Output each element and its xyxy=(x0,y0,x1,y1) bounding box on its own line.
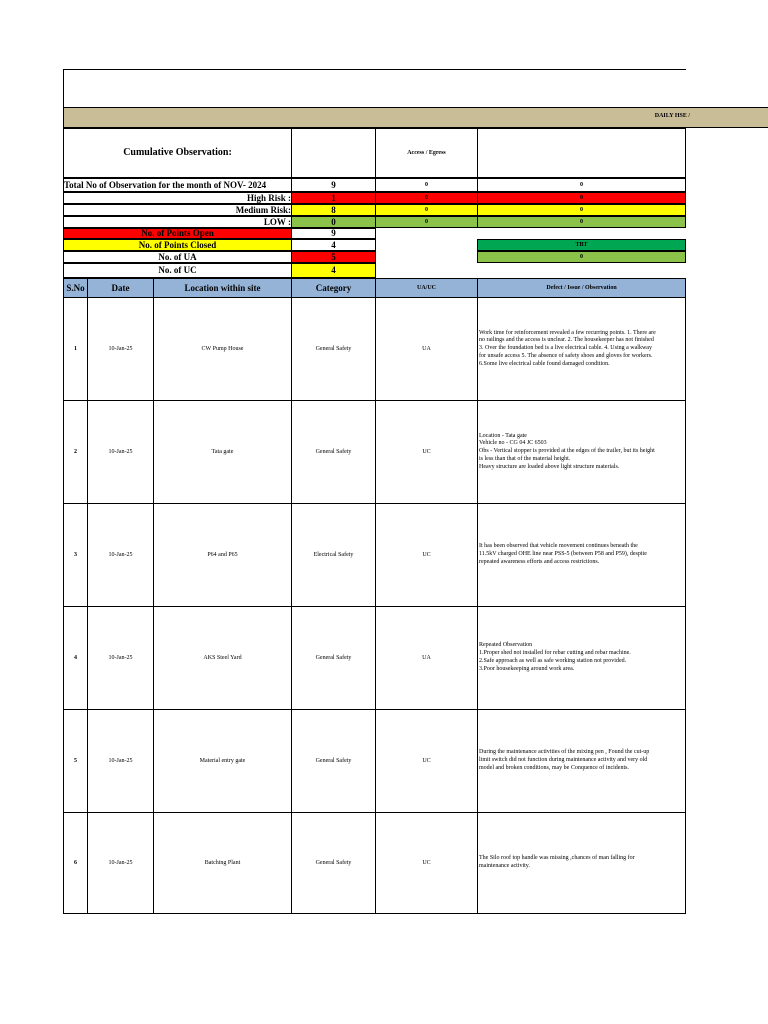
total-value: 9 xyxy=(291,178,376,192)
low-risk-value: 0 xyxy=(291,216,376,228)
table-row-date: 10-Jan-25 xyxy=(87,400,154,504)
high-risk-extra: 0 xyxy=(477,192,686,204)
table-row-category: General Safety xyxy=(291,400,376,504)
table-row-type: UC xyxy=(375,503,478,607)
medium-risk-access: 0 xyxy=(375,204,478,216)
table-row-date: 10-Jan-25 xyxy=(87,503,154,607)
title-box xyxy=(63,69,686,107)
table-row-sno: 1 xyxy=(63,297,88,401)
table-row-observation: It has been observed that vehicle movement continues beneath the 11.5kV charged OHE line near PSS-5 (between P58 and P59), despite repeated awareness efforts and access restrictions. xyxy=(477,503,686,607)
table-row-date: 10-Jan-25 xyxy=(87,812,154,914)
high-risk-label: High Risk : xyxy=(63,192,292,204)
table-row-sno: 6 xyxy=(63,812,88,914)
points-open-label: No. of Points Open xyxy=(63,228,292,239)
table-row-type: UA xyxy=(375,606,478,710)
access-egress-header: Access / Egress xyxy=(375,128,478,178)
header-location: Location within site xyxy=(153,278,292,298)
table-row-date: 10-Jan-25 xyxy=(87,606,154,710)
total-extra: 0 xyxy=(477,178,686,192)
table-row-type: UC xyxy=(375,812,478,914)
table-row-type: UC xyxy=(375,400,478,504)
points-closed-label: No. of Points Closed xyxy=(63,239,292,251)
table-row-observation: The Silo roof top handle was missing ,chances of man falling for maintenance activity. xyxy=(477,812,686,914)
points-open-value: 9 xyxy=(291,228,376,239)
table-row-date: 10-Jan-25 xyxy=(87,297,154,401)
points-closed-value: 4 xyxy=(291,239,376,251)
table-row-category: General Safety xyxy=(291,709,376,813)
medium-risk-value: 8 xyxy=(291,204,376,216)
cumulative-value-header xyxy=(291,128,376,178)
table-row-type: UC xyxy=(375,709,478,813)
ua-count-label: No. of UA xyxy=(63,251,292,263)
table-row-category: Electrical Safety xyxy=(291,503,376,607)
table-row-location: Tata gate xyxy=(153,400,292,504)
table-row-category: General Safety xyxy=(291,606,376,710)
header-category: Category xyxy=(291,278,376,298)
table-row-observation: During the maintenance activities of the mixing pen , Found the cut-up limit switch did not function during maintenance activity and very old model and broken conditions, may be Conquence of incidents. xyxy=(477,709,686,813)
extra-header xyxy=(477,128,686,178)
header-date: Date xyxy=(87,278,154,298)
low-risk-extra: 0 xyxy=(477,216,686,228)
table-row-observation: Repeated Observation 1.Proper shed not installed for rebar cutting and rebar machine. 2.Safe approach as well as safe working station not provided. 3.Poor housekeeping around work area. xyxy=(477,606,686,710)
table-row-observation: Location - Tata gate Vehicle no - CG 04 JC 6503 Obs - Vertical stopper is provided at the edges of the trailer, but its height is less than that of the material height. Heavy structure are loaded above light structure materials. xyxy=(477,400,686,504)
header-observation: Defect / Issue / Observation xyxy=(477,278,686,298)
table-row-location: AKS Steel Yard xyxy=(153,606,292,710)
table-row-observation: Work time for reinforcement revealed a few recurring points. 1. There are no railings and the access is unclear. 2. The housekeeper has not finished 3. Over the foundation bed is a live electrical cable. 4. Using a walkway for unsafe access 5. The absence of safety shoes and gloves for workers. 6.Some live electrical cable found damaged condition. xyxy=(477,297,686,401)
table-row-sno: 3 xyxy=(63,503,88,607)
table-row-sno: 2 xyxy=(63,400,88,504)
header-sno: S.No xyxy=(63,278,88,298)
tbt-value: 0 xyxy=(477,251,686,263)
total-access: 0 xyxy=(375,178,478,192)
uc-count-label: No. of UC xyxy=(63,263,292,278)
table-row-type: UA xyxy=(375,297,478,401)
tbt-label: TBT xyxy=(477,239,686,251)
low-risk-access: 0 xyxy=(375,216,478,228)
high-risk-value: 1 xyxy=(291,192,376,204)
high-risk-access: 0 xyxy=(375,192,478,204)
table-row-location: Material entry gate xyxy=(153,709,292,813)
table-row-date: 10-Jan-25 xyxy=(87,709,154,813)
header-ua-uc: UA/UC xyxy=(375,278,478,298)
ua-count-value: 5 xyxy=(291,251,376,263)
banner-text: DAILY HSE / xyxy=(654,113,690,119)
medium-risk-label: Medium Risk: xyxy=(63,204,292,216)
total-label: Total No of Observation for the month of NOV- 2024 xyxy=(63,178,292,192)
table-row-sno: 5 xyxy=(63,709,88,813)
uc-count-value: 4 xyxy=(291,263,376,278)
table-row-location: CW Pump House xyxy=(153,297,292,401)
cumulative-label: Cumulative Observation: xyxy=(63,128,292,178)
medium-risk-extra: 0 xyxy=(477,204,686,216)
table-row-category: General Safety xyxy=(291,297,376,401)
table-row-location: Batching Plant xyxy=(153,812,292,914)
table-row-location: P64 and P65 xyxy=(153,503,292,607)
table-row-category: General Safety xyxy=(291,812,376,914)
table-row-sno: 4 xyxy=(63,606,88,710)
low-risk-label: LOW : xyxy=(63,216,292,228)
